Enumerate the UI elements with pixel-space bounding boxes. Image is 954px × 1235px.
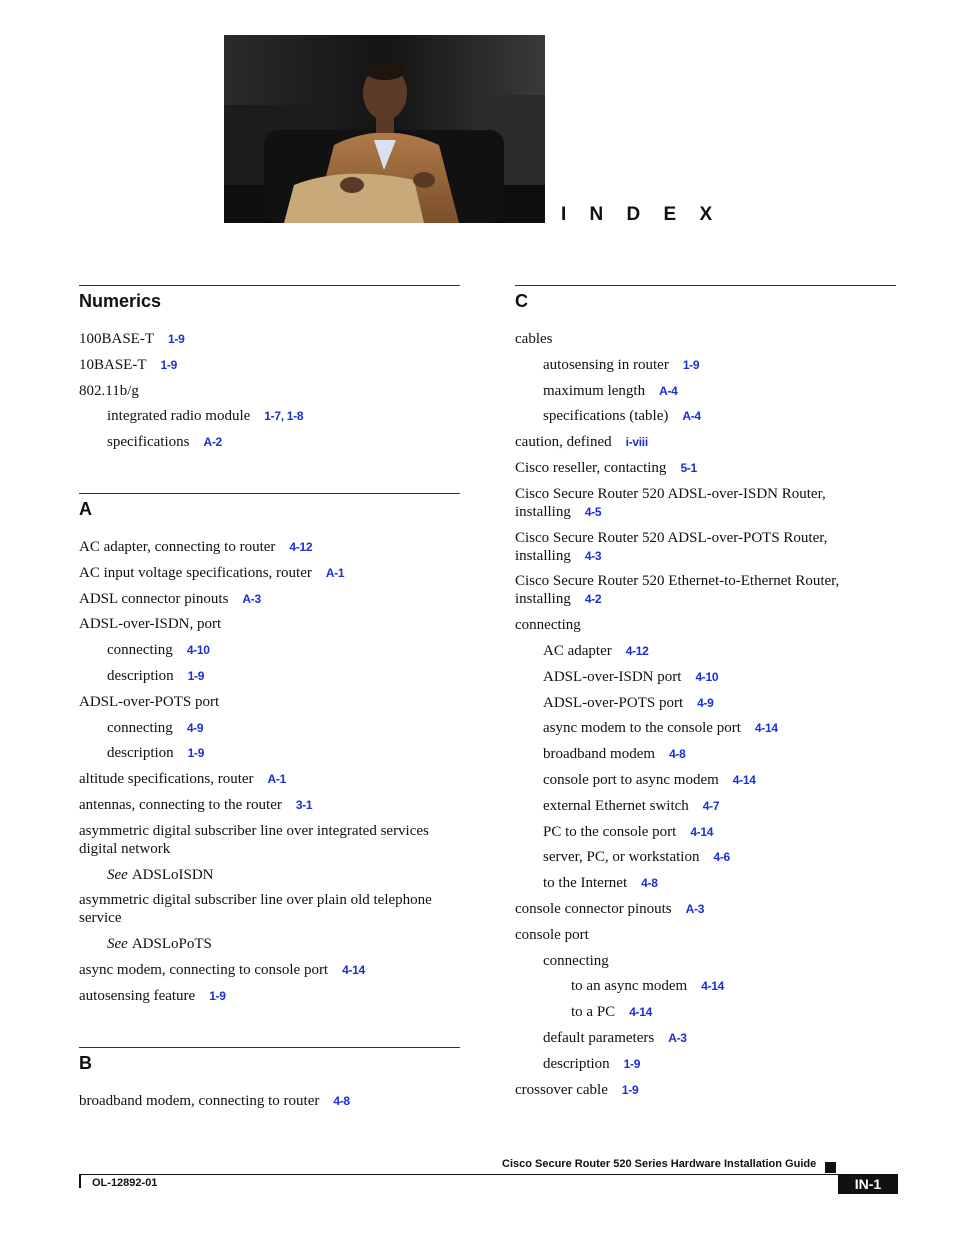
index-entry-list [79,330,460,451]
index-entry [515,745,896,763]
index-term: ADSL-over-ISDN port [543,668,682,685]
index-term: maximum length [543,382,646,399]
index-term: Cisco Secure Router 520 Ethernet-to-Ethernet Router, installing [515,573,840,608]
index-entry [515,433,896,451]
index-term: autosensing in router [543,356,669,373]
index-term: description [107,667,174,684]
index-term: integrated radio module [107,408,251,425]
section-spacer [79,1013,460,1047]
index-entry [515,1055,896,1073]
page-reference-link[interactable]: 4-7 [702,798,720,813]
index-entry [515,1081,896,1099]
index-entry [79,961,460,979]
index-entry [515,797,896,815]
index-term: specifications (table) [543,408,669,425]
index-entry-list [79,538,460,1005]
index-entry [515,823,896,841]
index-entry [79,433,460,451]
index-entry [79,641,460,659]
page-reference-link[interactable]: 4-9 [186,720,204,735]
index-term: description [107,745,174,762]
index-term: console port [515,926,589,943]
index-term: crossover cable [515,1081,608,1098]
index-term: AC adapter, connecting to router [79,538,276,555]
index-term: ADSL-over-POTS port [543,694,684,711]
index-entry [79,667,460,685]
page-reference-link[interactable]: 4-2 [584,592,602,607]
index-entry [515,874,896,892]
index-entry-list [79,1092,460,1110]
index-term: async modem to the console port [543,720,741,737]
page-reference-link[interactable]: 1-9 [209,988,226,1003]
index-term: ADSL-over-ISDN, port [79,616,222,633]
page-reference-link[interactable]: 4-3 [584,548,602,563]
index-term: AC input voltage specifications, router [79,564,312,581]
page-reference-link[interactable]: 4-14 [701,979,725,994]
page-reference-link[interactable]: 1-9 [682,357,700,372]
index-term: Cisco Secure Router 520 ADSL-over-ISDN Router, installing [515,485,826,520]
index-entry [515,719,896,737]
index-term: asymmetric digital subscriber line over integrated services digital network [79,822,429,857]
index-term: ADSLoISDN [131,866,214,883]
index-entry-list [515,330,896,1099]
index-entry [515,485,896,521]
index-term: to the Internet [543,875,628,892]
page-reference-link[interactable]: 4-10 [186,643,210,658]
index-term: 10BASE-T [79,356,147,373]
page-reference-link[interactable]: 1-9 [187,668,205,683]
page-reference-link[interactable]: A-4 [659,383,678,398]
footer-guide-title: Cisco Secure Router 520 Series Hardware Installation Guide [502,1158,817,1170]
page-reference-link[interactable]: 4-8 [333,1093,350,1108]
page-reference-link[interactable]: 4-9 [697,695,714,710]
section-rule [515,285,896,286]
footer-tick [79,1174,81,1188]
page-reference-link[interactable]: 4-14 [732,772,756,787]
index-term: 100BASE-T [79,331,154,347]
index-entry [79,891,460,927]
index-entry [515,771,896,789]
page-reference-link[interactable]: 4-12 [289,539,313,554]
index-term: connecting [107,642,173,659]
index-entry [515,952,896,970]
index-entry [515,977,896,995]
page-reference-link[interactable]: A-4 [682,409,701,424]
page-reference-link[interactable]: 4-10 [695,669,719,684]
index-term: antennas, connecting to the router [79,796,282,813]
index-entry [515,407,896,425]
header-photo [224,35,545,223]
page-reference-link[interactable]: 4-14 [629,1005,653,1020]
index-entry [79,866,460,884]
index-term: specifications [107,434,190,451]
index-section [79,1047,460,1110]
index-term: to an async modem [571,978,688,995]
index-entry [79,590,460,608]
section-heading: B [79,1052,92,1073]
index-term: console port to async modem [543,771,719,788]
footer-doc-number: OL-12892-01 [92,1177,158,1189]
page-reference-link[interactable]: 1-9 [160,357,177,372]
index-entry [79,407,460,425]
see-label: See [107,936,128,953]
index-entry [79,744,460,762]
page-reference-link[interactable]: 4-12 [625,643,649,658]
index-term: to a PC [571,1004,616,1021]
index-term: console connector pinouts [515,900,672,917]
index-term: ADSL-over-POTS port [79,693,220,710]
page-reference-link[interactable]: 4-5 [584,504,602,519]
index-term: description [543,1055,610,1072]
index-term: Cisco reseller, contacting [515,459,667,476]
index-entry [79,935,460,953]
section-heading: C [515,291,528,311]
index-entry [79,822,460,858]
index-term: altitude specifications, router [79,771,254,788]
index-term: PC to the console port [543,823,677,840]
index-entry [515,529,896,565]
see-label: See [107,866,128,883]
index-entry [515,694,896,712]
page-reference-link[interactable]: 4-14 [342,962,365,977]
index-entry [79,770,460,788]
page-reference-link[interactable]: 1-9 [187,746,205,761]
page-reference-link[interactable]: A-1 [325,565,345,580]
person-in-chair-image [224,35,545,223]
index-entry [515,616,896,634]
page-reference-link[interactable]: A-1 [267,772,286,787]
page-reference-link[interactable]: 1-9 [623,1056,641,1071]
index-term: connecting [107,719,173,736]
index-entry [515,900,896,918]
page-reference-link[interactable]: i-viii [625,435,648,450]
index-entry [515,459,896,477]
index-entry [515,356,896,374]
page-reference-link[interactable]: 4-8 [641,876,658,891]
index-entry [515,572,896,608]
index-term: asymmetric digital subscriber line over plain old telephone service [79,892,432,927]
page-reference-link[interactable]: 1-7, 1-8 [264,409,304,424]
index-entry [79,564,460,582]
index-section [515,285,896,1099]
index-section [79,493,460,1005]
index-term: ADSLoPoTS [131,936,212,953]
index-entry [79,796,460,814]
page-reference-link[interactable]: 1-9 [621,1082,639,1097]
index-term: server, PC, or workstation [543,849,700,866]
index-entry [515,926,896,944]
index-entry [515,668,896,686]
section-spacer [79,459,460,493]
page-reference-link[interactable]: A-3 [685,901,705,916]
section-heading: A [79,498,92,519]
footer-page-number: IN-1 [838,1175,898,1194]
index-term: cables [515,331,553,347]
index-entry [79,330,460,348]
index-entry [515,382,896,400]
index-entry [79,356,460,374]
index-term: broadband modem, connecting to router [79,1092,320,1109]
page-reference-link[interactable]: 4-8 [669,747,686,762]
index-term: ADSL connector pinouts [79,590,229,607]
index-entry [79,615,460,633]
index-entry [515,330,896,348]
index-title: I N D E X [561,204,722,225]
page-reference-link[interactable]: A-3 [242,591,261,606]
index-term: default parameters [543,1029,655,1046]
page-reference-link[interactable]: 4-6 [713,850,730,865]
page-reference-link[interactable]: A-2 [203,435,222,450]
index-entry [515,1003,896,1021]
index-entry [79,987,460,1005]
section-heading: Numerics [79,291,162,311]
index-term: async modem, connecting to console port [79,961,329,978]
index-term: caution, defined [515,434,612,451]
index-term: autosensing feature [79,987,196,1004]
index-entry [515,1029,896,1047]
page-reference-link[interactable]: 5-1 [680,460,697,475]
page-reference-link[interactable]: 1-9 [168,332,185,346]
index-term: connecting [543,952,609,969]
index-term: broadband modem [543,746,656,763]
index-term: AC adapter [543,642,612,659]
index-entry [79,693,460,711]
page-reference-link[interactable]: A-3 [668,1030,687,1045]
index-entry [79,719,460,737]
index-entry [515,642,896,660]
index-entry [79,538,460,556]
page-reference-link[interactable]: 4-14 [754,721,778,736]
index-entry [79,382,460,400]
footer-rule [79,1174,898,1175]
index-term: Cisco Secure Router 520 ADSL-over-POTS Router, installing [515,529,828,564]
section-rule [79,285,460,286]
index-section [79,285,460,451]
page-reference-link[interactable]: 4-14 [690,824,714,839]
right-column [515,285,896,1106]
index-entry [79,1092,460,1110]
index-term: 802.11b/g [79,382,139,399]
section-rule [79,1047,460,1048]
index-entry [515,848,896,866]
left-column [79,285,460,1117]
page-reference-link[interactable]: 3-1 [295,797,313,812]
section-rule [79,493,460,494]
index-term: connecting [515,617,581,634]
footer-marker [825,1162,836,1173]
index-term: external Ethernet switch [543,797,689,814]
